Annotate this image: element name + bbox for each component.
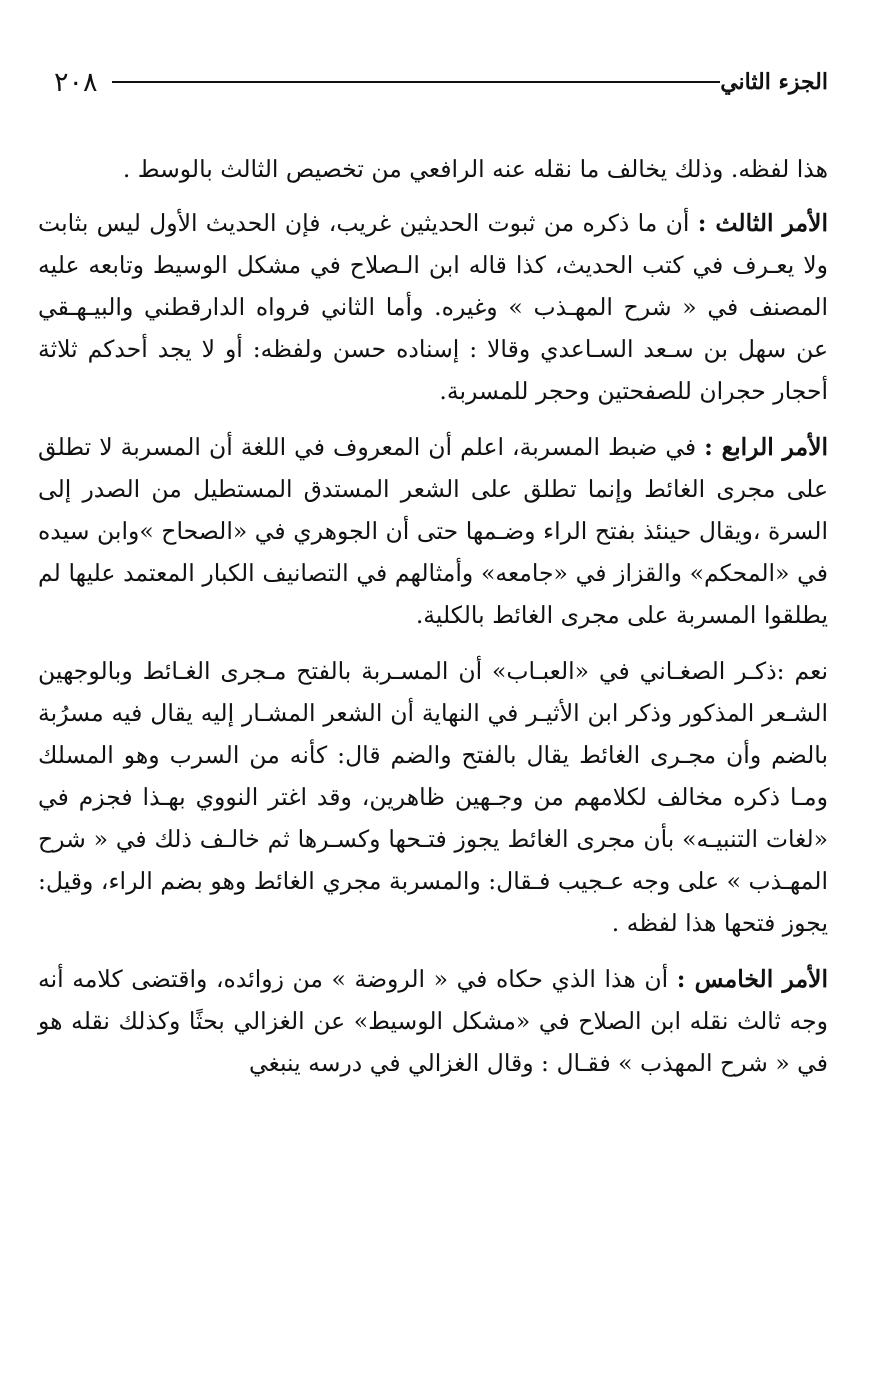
paragraph-lead: الأمر الرابع : — [704, 433, 828, 461]
paragraph-1 — [38, 148, 828, 190]
page-header — [38, 60, 828, 104]
header-rule — [112, 81, 721, 83]
paragraph-text: أن ما ذكره من ثبوت الحديثين غريب، فإن الحديث الأول ليس بثابت ولا يعـرف في كتب الحديث، كذا قاله ابن الـصلاح في مشكل الوسيط وتابعه عليه المصنف في « شرح المهـذب » وغيره. وأما الثاني فرواه الدارقطني والبيـهـقي عن سهل بن سـعد السـاعدي وقالا : إسناده حسن ولفظه: أو لا يجد أحدكم ثلاثة أحجار حجران للصفحتين وحجر للمسربة. — [38, 209, 828, 405]
paragraph-2 — [38, 202, 828, 412]
running-title: الجزء الثاني — [720, 69, 828, 95]
paragraph-lead: الأمر الثالث : — [697, 209, 828, 237]
paragraph-text: أن هذا الذي حكاه في « الروضة » من زوائده، واقتضى كلامه أنه وجه ثالث نقله ابن الصلاح في «مشكل الوسيط» عن الغزالي بحثًا وكذلك نقله هو في « شرح المهذب » فقـال : وقال الغزالي في درسه ينبغي — [38, 965, 828, 1077]
paragraph-5 — [38, 958, 828, 1084]
paragraph-text: في ضبط المسربة، اعلم أن المعروف في اللغة أن المسربة لا تطلق على مجرى الغائط وإنما تطلق على الشعر المستدق المستطيل من الصدر إلى السرة ،ويقال حينئذ بفتح الراء وضـمها حتى أن الجوهري في «الصحاح »وابن سيده في «المحكم» والقزاز في «جامعه» وأمثالهم في التصانيف الكبار المعتمد عليها لم يطلقوا المسربة على مجرى الغائط بالكلية. — [38, 433, 828, 629]
paragraph-3 — [38, 426, 828, 636]
paragraph-lead: الأمر الخامس : — [676, 965, 828, 993]
paragraph-4 — [38, 650, 828, 944]
paragraph-text: هذا لفظه. وذلك يخالف ما نقله عنه الرافعي من تخصيص الثالث بالوسط . — [122, 155, 828, 183]
book-page — [38, 60, 828, 1098]
paragraph-text: نعم :ذكـر الصغـاني في «العبـاب» أن المسـربة بالفتح مـجرى الغـائط وبالوجهين الشـعر المذكور وذكر ابن الأثيـر في النهاية أن الشعر المشـار إليه يقال فيه مسرُبة بالضم وأن مجـرى الغائط يقال بالفتح والضم قال: كأنه من السرب وهو المسلك ومـا ذكره مخالف لكلامهم من وجـهين ظاهرين، وقد اغتر النووي بهـذا فجزم في «لغات التنبيـه» بأن مجرى الغائط يجوز فتـحها وكسـرها ثم خالـف ذلك في « شرح المهـذب » على وجه عـجيب فـقال: والمسربة مجري الغائط وهو بضم الراء، وقيل: يجوز فتحها هذا لفظه . — [38, 657, 828, 937]
page-number: ٢٠٨ — [54, 66, 98, 98]
